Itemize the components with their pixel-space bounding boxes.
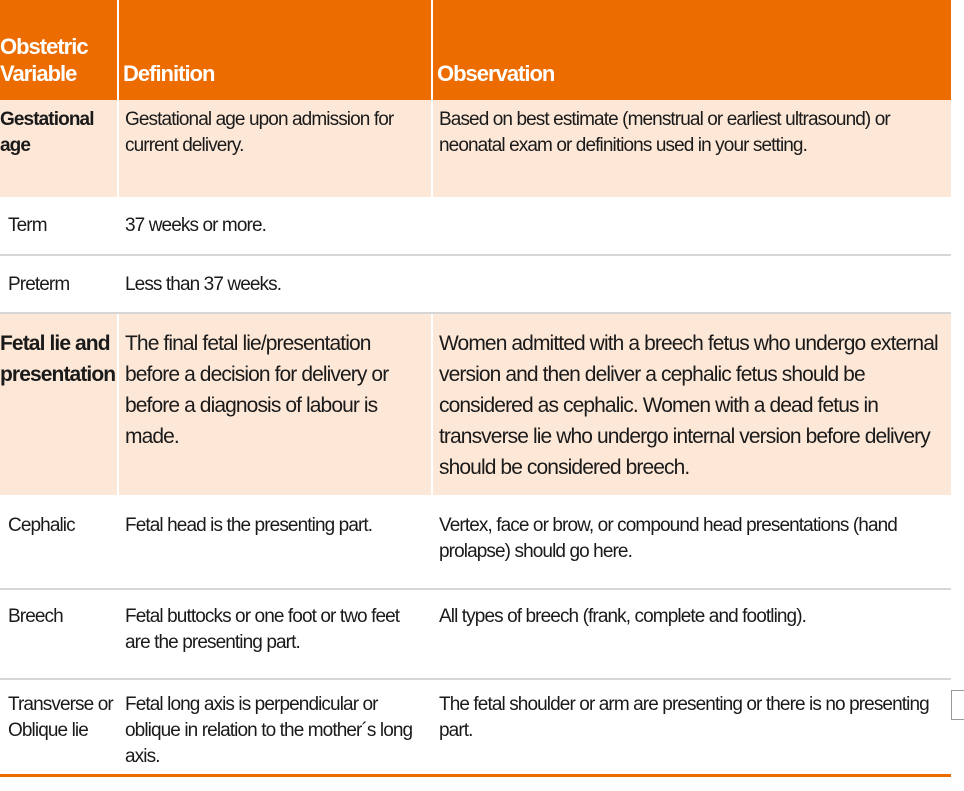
definition-cell: The final fetal lie/presentation before a decision for delivery or before a diagnosis of labour is made. <box>118 313 432 495</box>
table-row <box>0 313 951 495</box>
definition-cell: Less than 37 weeks. <box>118 255 432 313</box>
observation-cell: Based on best estimate (menstrual or earliest ultrasound) or neonatal exam or definitions used in your setting. <box>432 100 951 197</box>
variable-cell: Fetal lie and presentation <box>0 313 118 495</box>
table-header-row <box>0 0 951 100</box>
definition-cell: Gestational age upon admission for current delivery. <box>118 100 432 197</box>
observation-cell <box>432 255 951 313</box>
variable-cell: Term <box>0 197 118 255</box>
variable-cell: Breech <box>0 589 118 679</box>
observation-cell <box>432 197 951 255</box>
resize-handle[interactable] <box>951 690 964 720</box>
definition-cell: Fetal head is the presenting part. <box>118 495 432 589</box>
table-row <box>0 495 951 589</box>
variable-cell: Gestational age <box>0 100 118 197</box>
header-observation: Observation <box>432 0 951 100</box>
table-row <box>0 197 951 255</box>
table-row <box>0 255 951 313</box>
variable-cell: Preterm <box>0 255 118 313</box>
observation-cell: Women admitted with a breech fetus who undergo external version and then deliver a cephalic fetus should be considered as cephalic. Women with a dead fetus in transverse lie who undergo internal version before delivery should be considered breech. <box>432 313 951 495</box>
observation-cell: All types of breech (frank, complete and footling). <box>432 589 951 679</box>
table-row <box>0 100 951 197</box>
header-obstetric-variable: Obstetric Variable <box>0 0 118 100</box>
header-definition: Definition <box>118 0 432 100</box>
observation-cell: Vertex, face or brow, or compound head presentations (hand prolapse) should go here. <box>432 495 951 589</box>
table-row <box>0 589 951 679</box>
observation-cell: The fetal shoulder or arm are presenting or there is no presenting part. <box>432 679 951 776</box>
definition-cell: 37 weeks or more. <box>118 197 432 255</box>
definition-cell: Fetal buttocks or one foot or two feet are the presenting part. <box>118 589 432 679</box>
variable-cell: Cephalic <box>0 495 118 589</box>
table-row <box>0 679 951 776</box>
variable-cell: Transverse or Oblique lie <box>0 679 118 776</box>
definition-cell: Fetal long axis is perpendicular or oblique in relation to the mother´s long axis. <box>118 679 432 776</box>
